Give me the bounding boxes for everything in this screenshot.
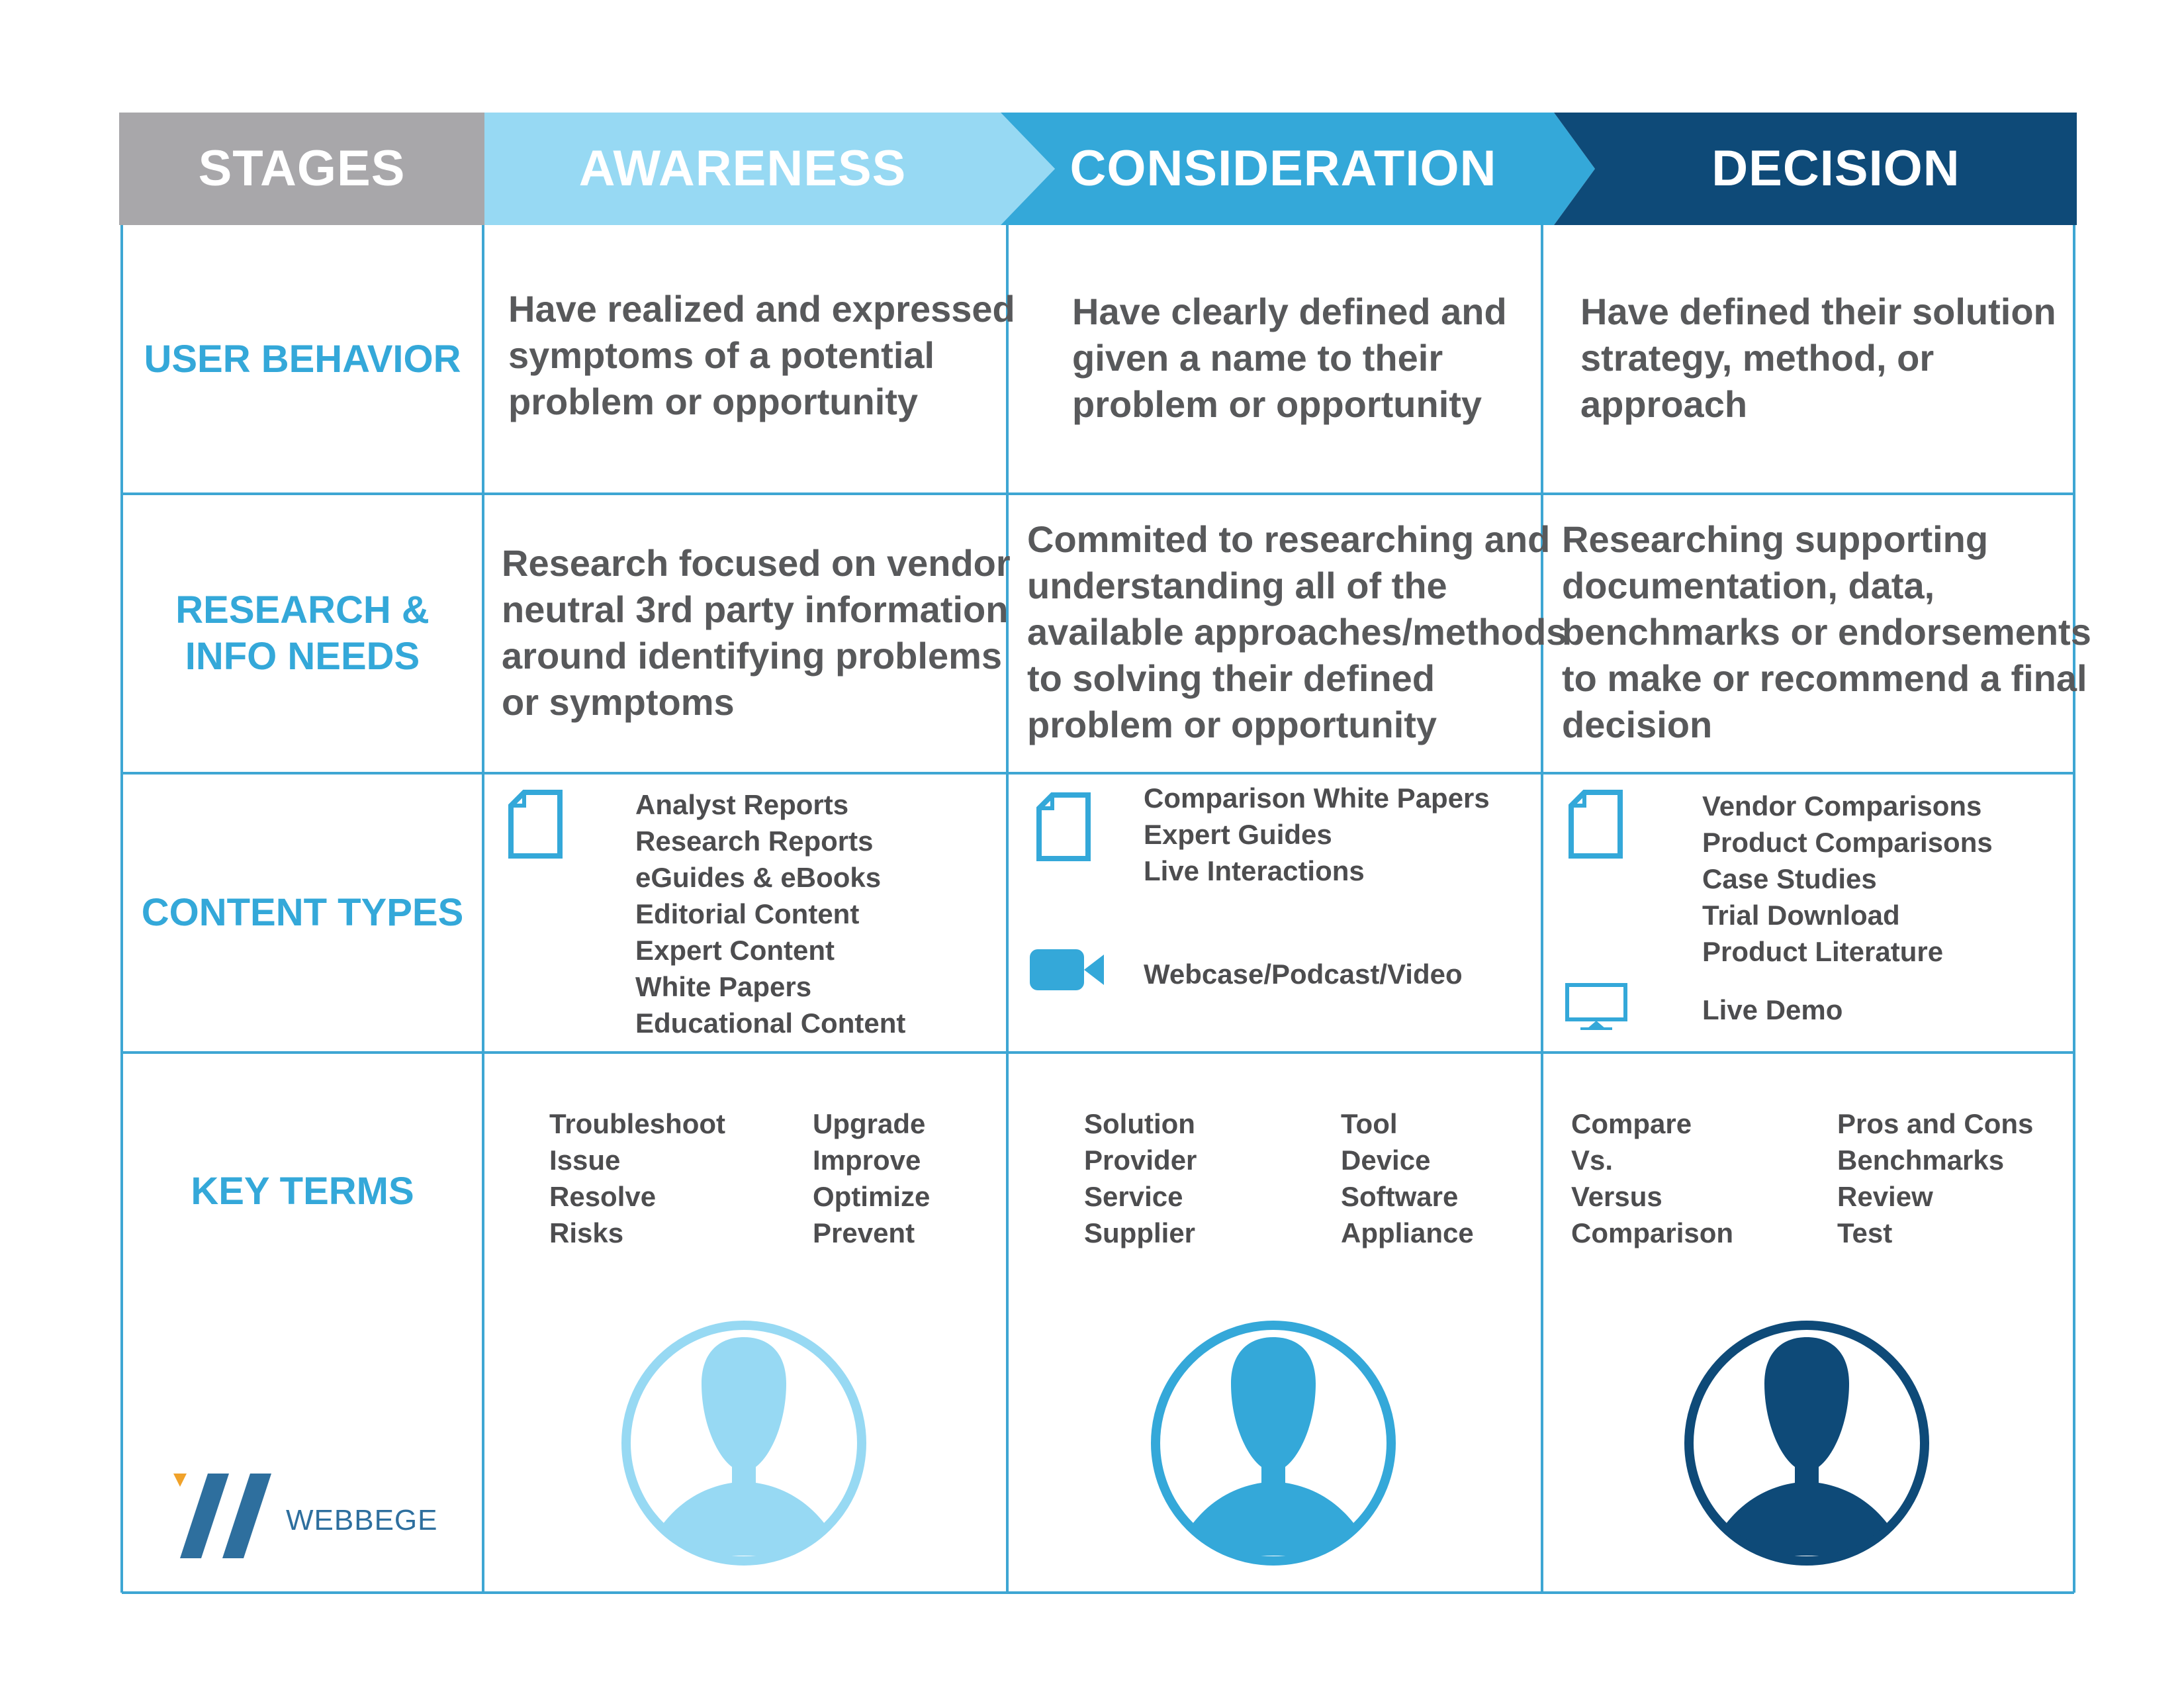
- list-item: Expert Content: [635, 935, 835, 966]
- stages-header-label: STAGES: [198, 140, 406, 197]
- list-item: White Papers: [635, 971, 812, 1002]
- list-item: Product Literature: [1702, 936, 1944, 967]
- user-avatar-icon: [1148, 1317, 1399, 1569]
- row-label-key-terms: KEY TERMS: [191, 1170, 414, 1213]
- list-item: Trial Download: [1702, 900, 1900, 931]
- list-item: Educational Content: [635, 1008, 906, 1039]
- row-label-user-behavior: USER BEHAVIOR: [144, 338, 461, 381]
- research-awareness: Research focused on vendor neutral 3rd party information around identifying problems or symptoms: [502, 542, 1011, 723]
- key-terms-consideration-col1: Solution Provider Service Supplier: [1084, 1108, 1197, 1248]
- list-item: Live Interactions: [1144, 855, 1365, 886]
- research-consideration: Commited to researching and understanding all of the available approaches/methods to solving their defined problem or opportunity: [1027, 518, 1567, 745]
- key-terms-decision-col1: Compare Vs. Versus Comparison: [1571, 1108, 1734, 1248]
- user-avatar-icon: [618, 1317, 870, 1569]
- key-terms-decision-col2: Pros and Cons Benchmarks Review Test: [1837, 1108, 2034, 1248]
- research-decision: Researching supporting documentation, data, benchmarks or endorsements to make or recommend a final decision: [1562, 518, 2091, 745]
- user-behavior-decision: Have defined their solution strategy, method, or approach: [1580, 291, 2056, 425]
- list-item: Research Reports: [635, 825, 874, 857]
- user-avatar-icon: [1681, 1317, 1933, 1569]
- list-item: Editorial Content: [635, 898, 860, 929]
- list-item: Case Studies: [1702, 863, 1877, 894]
- consideration-header-label: CONSIDERATION: [1069, 140, 1497, 197]
- key-terms-consideration-col2: Tool Device Software Appliance: [1341, 1108, 1474, 1248]
- list-item: Expert Guides: [1144, 819, 1332, 850]
- list-item: Analyst Reports: [635, 789, 849, 820]
- content-types-decision-docs: [1702, 788, 1993, 970]
- list-item: Comparison White Papers: [1144, 782, 1490, 814]
- video-camera-icon: [1028, 948, 1105, 992]
- user-behavior-consideration: Have clearly defined and given a name to their problem or opportunity: [1072, 291, 1507, 425]
- document-icon: [506, 789, 565, 859]
- monitor-icon: [1565, 982, 1628, 1030]
- content-types-consideration-docs: [1144, 780, 1490, 889]
- webbege-logo-icon: [169, 1471, 282, 1564]
- document-icon: [1034, 792, 1093, 862]
- list-item: eGuides & eBooks: [635, 862, 882, 893]
- logo-text: WEBBEGE: [286, 1504, 438, 1536]
- row-label-research: RESEARCH & INFO NEEDS: [175, 588, 430, 678]
- content-types-decision-demo: [1702, 992, 1843, 1028]
- key-terms-awareness-col1: Troubleshoot Issue Resolve Risks: [549, 1108, 725, 1248]
- key-terms-awareness-col2: Upgrade Improve Optimize Prevent: [813, 1108, 931, 1248]
- user-behavior-awareness: Have realized and expressed symptoms of a potential problem or opportunity: [508, 288, 1015, 422]
- content-types-awareness: [635, 786, 905, 1041]
- awareness-header-label: AWARENESS: [578, 140, 907, 197]
- document-icon: [1566, 789, 1625, 859]
- list-item: Product Comparisons: [1702, 827, 1993, 858]
- list-item: Vendor Comparisons: [1702, 790, 1982, 821]
- decision-header-label: DECISION: [1711, 140, 1960, 197]
- list-item: Live Demo: [1702, 994, 1843, 1025]
- row-label-content-types: CONTENT TYPES: [141, 891, 464, 934]
- content-types-consideration-video: [1144, 956, 1463, 992]
- list-item: Webcase/Podcast/Video: [1144, 959, 1463, 990]
